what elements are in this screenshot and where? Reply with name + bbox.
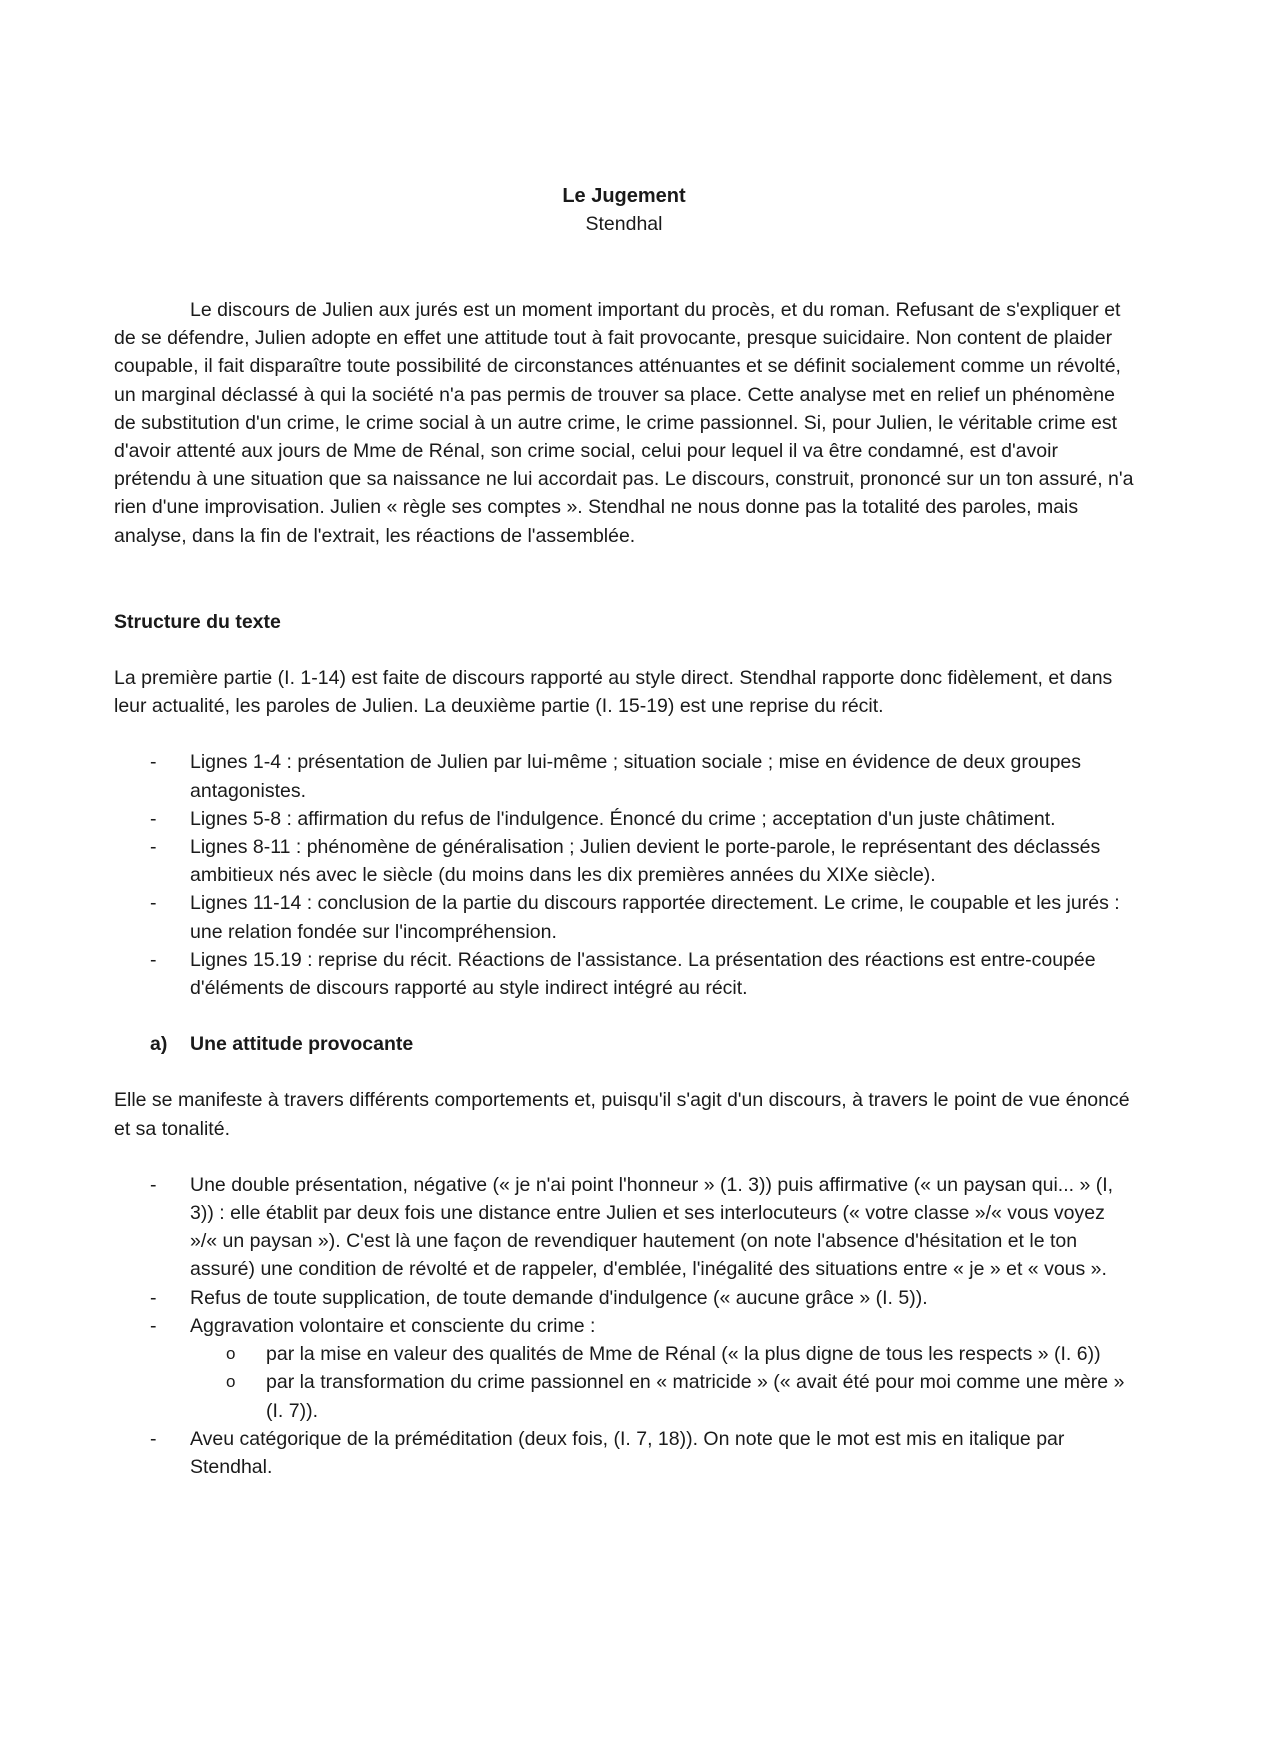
list-item — [114, 1171, 1134, 1284]
list-item — [114, 805, 1134, 833]
section-heading-text: Une attitude provocante — [190, 1033, 414, 1056]
document-title: Le Jugement — [562, 185, 686, 207]
list-item — [114, 1425, 1134, 1481]
dash-bullet: - — [150, 751, 157, 774]
circle-bullet: o — [226, 1344, 236, 1364]
list-item — [114, 889, 1134, 945]
structure-list — [114, 748, 1134, 1002]
dash-bullet: - — [150, 807, 157, 830]
list-item-text: Refus de toute supplication, de toute demande d'indulgence (« aucune grâce » (I. 5)). — [190, 1286, 928, 1309]
dash-bullet: - — [150, 836, 157, 859]
list-item-text: Lignes 11-14 : conclusion de la partie du discours rapportée directement. Le crime, le coupable et les jurés : une relation fondée sur l'incompréhension. — [190, 892, 1120, 943]
circle-bullet: o — [226, 1372, 236, 1392]
section-heading-structure: Structure du texte — [114, 610, 281, 633]
list-item-text: Lignes 15.19 : reprise du récit. Réactions de l'assistance. La présentation des réactions est entre-coupée d'éléments de discours rapporté au style indirect intégré au récit. — [190, 948, 1096, 1000]
dash-bullet: - — [150, 1173, 157, 1196]
dash-bullet: - — [150, 1286, 157, 1309]
list-item — [114, 1312, 1134, 1425]
dash-bullet: - — [150, 1314, 157, 1337]
document-author: Stendhal — [585, 213, 663, 235]
list-item-text: Aveu catégorique de la préméditation (deux fois, (I. 7, 18)). On note que le mot est mis en italique par Stendhal. — [190, 1427, 1065, 1478]
nested-list-item — [190, 1368, 1134, 1424]
list-item — [114, 833, 1134, 889]
nested-list-item-text: par la mise en valeur des qualités de Mme de Rénal (« la plus digne de tous les respects » (I. 6)) — [266, 1343, 1101, 1366]
list-item — [114, 1284, 1134, 1312]
nested-list — [190, 1340, 1134, 1425]
dash-bullet: - — [150, 1427, 157, 1450]
document-body — [114, 182, 1134, 1481]
attitude-list — [114, 1171, 1134, 1481]
nested-list-item — [190, 1340, 1134, 1368]
list-item-text: Lignes 8-11 : phénomène de généralisation ; Julien devient le porte-parole, le représentant des déclassés ambitieux nés avec le siècle (du moins dans les dix premières années du XIXe siècle). — [190, 836, 1101, 887]
list-item-text: Aggravation volontaire et consciente du crime : — [190, 1314, 596, 1337]
nested-list-item-text: par la transformation du crime passionnel en « matricide » (« avait été pour moi comme une mère » (I. 7)). — [266, 1371, 1125, 1422]
list-item-text: Une double présentation, négative (« je n'ai point l'honneur » (1. 3)) puis affirmative (« un paysan qui... » (I, 3)) : elle établit par deux fois une distance entre Julien et ses interlocuteurs (« votre classe »/« vous voyez »/« un paysan »). C'est là une façon de revendiquer hautement (on note l'absence d'hésitation et le ton assuré) une condition de révolté et de rappeler, d'emblée, l'inégalité des situations entre « je » et « vous ». — [190, 1173, 1114, 1281]
intro-paragraph: Le discours de Julien aux jurés est un moment important du procès, et du roman. Refusant de s'expliquer et de se défendre, Julien adopte en effet une attitude tout à fait provocante, presque suicidaire. Non content de plaider coupable, il fait disparaître toute possibilité de circonstances atténuantes et se définit socialement comme un révolté, un marginal déclassé à qui la société n'a pas permis de trouver sa place. Cette analyse met en relief un phénomène de substitution d'un crime, le crime social à un autre crime, le crime passionnel. Si, pour Julien, le véritable crime est d'avoir attenté aux jours de Mme de Rénal, son crime social, celui pour lequel il va être condamné, est d'avoir prétendu à une situation que sa naissance ne lui accordait pas. Le discours, construit, prononcé sur un ton assuré, n'a rien d'une improvisation. Julien « règle ses comptes ». Stendhal ne nous donne pas la totalité des paroles, mais analyse, dans la fin de l'extrait, les réactions de l'assemblée. — [114, 299, 1134, 547]
list-item — [114, 748, 1134, 804]
section-marker: a) — [150, 1033, 168, 1056]
dash-bullet: - — [150, 948, 157, 971]
section-heading-attitude — [114, 1030, 1134, 1058]
list-item-text: Lignes 5-8 : affirmation du refus de l'indulgence. Énoncé du crime ; acceptation d'un juste châtiment. — [190, 807, 1056, 830]
list-item-text: Lignes 1-4 : présentation de Julien par lui-même ; situation sociale ; mise en évidence de deux groupes antagonistes. — [190, 751, 1082, 802]
structure-paragraph: La première partie (I. 1-14) est faite de discours rapporté au style direct. Stendhal rapporte donc fidèlement, et dans leur actualité, les paroles de Julien. La deuxième partie (I. 15-19) est une reprise du récit. — [114, 667, 1113, 718]
list-item — [114, 946, 1134, 1002]
dash-bullet: - — [150, 892, 157, 915]
attitude-paragraph: Elle se manifeste à travers différents comportements et, puisqu'il s'agit d'un discours, à travers le point de vue énoncé et sa tonalité. — [114, 1089, 1130, 1140]
